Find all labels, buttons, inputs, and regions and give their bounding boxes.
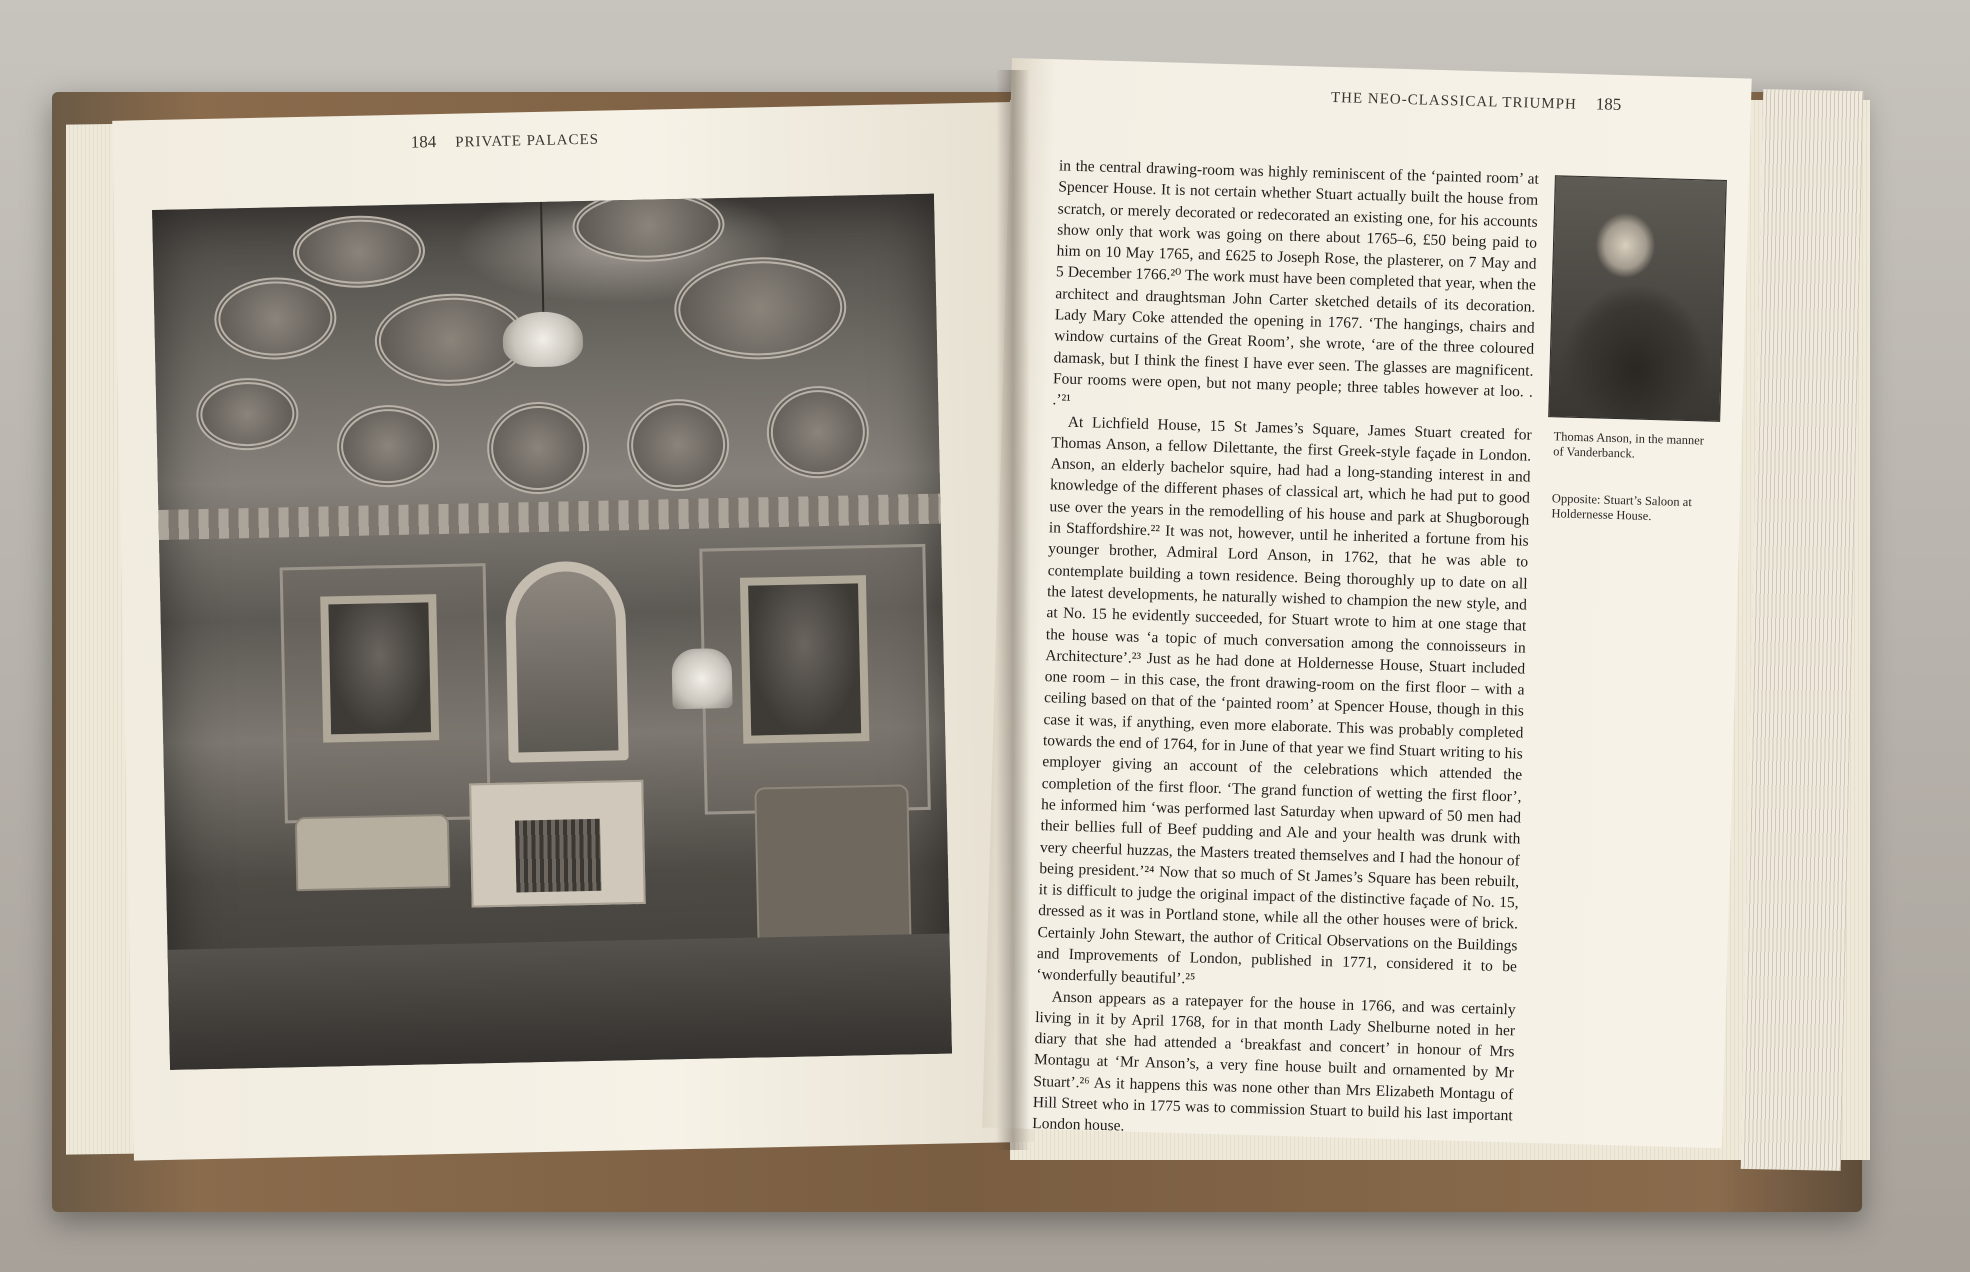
paragraph: At Lichfield House, 15 St James’s Square, James Stuart created for Thomas Anson, a fellow Dilettante, the first Greek-style façade in London. Anson, an elderly bachelor squire, had had a long-standing interest in and knowledge of the different phases of classical art, which he had put to good use over the years in the remodelling of his house and park at Shugborough in Staffordshire.²² It was not, however, until he inherited a fortune from his younger brother, Admiral Lord Anson, in 1762, that he was able to contemplate building a town residence. Being thoroughly up to date on all the latest developments, he naturally wished to champion the new style, and at No. 15 he evidently succeeded, for Stuart wrote to him at one stage that the house was ‘a topic of much conversation among the connoisseurs in Architecture’.²³ Just as he had done at Holdernesse House, Stuart included one room – in this case, the front drawing-room on the first floor – with a ceiling based on that of the ‘painted room’ at Spencer House, though in this case it was, if anything, even more elaborate. This was probably completed towards the end of 1764, for in June of that year we find Stuart writing to his employer giving an account of the celebrations which attended the completion of the first floor. ‘The grand function of wetting the first floor’, he informed him ‘was performed last Saturday when upward of 50 men had their bellies full of Beef pudding and Ale and your health was drunk with very cheerful huzzas, the Masters treated themselves and I had the honour of being president.’²⁴ Now that so much of St James’s Square has been rebuilt, it is difficult to judge the original impact of the distinctive façade of No. 15, dressed as it was in Portland stone, while all the other houses were of brick. Certainly John Stewart, the author of Critical Observations on the Buildings and Improvements of London, published in 1771, considered it to be ‘wonderfully beautiful’.²⁵ <box>1036 413 1532 988</box>
paragraph: Anson appears as a ratepayer for the house in 1766, and was certainly living in it by April 1768, for in that month Lady Shelburne noted in her diary that she had attended a ‘breakfast and concert’ in honour of Mrs Montagu at ‘Mr Anson’s, a very fine house built and ornamented by Mr Stuart’.²⁶ As it happens this was none other than Mrs Elizabeth Montagu of Hill Street who in 1775 was to commission Stuart to build his last important London house. <box>1032 988 1516 1135</box>
opposite-caption: Opposite: Stuart’s Saloon at Holdernesse House. <box>1551 491 1692 524</box>
ceiling-medallion <box>486 401 590 495</box>
portrait-caption: Thomas Anson, in the manner of Vanderbanck. <box>1553 429 1705 461</box>
gilt-mirror <box>505 560 629 762</box>
ceiling-lamp <box>502 311 583 368</box>
portrait-painting <box>320 594 439 742</box>
left-running-title: PRIVATE PALACES <box>455 131 600 151</box>
ceiling-medallion <box>336 404 440 488</box>
fire-grate <box>514 819 600 893</box>
book-gutter <box>996 70 1030 1150</box>
paragraph: in the central drawing-room was highly reminiscent of the ‘painted room’ at Spencer House. It is not certain whether Stuart actually built the house from scratch, or merely decorated or redecorated an existing one, for his accounts show only that work was going on there about 1765–6, £50 being paid to him on 10 May 1765, and £625 to Joseph Rose, the plasterer, on 7 May and 5 December 1766.²⁰ The work must have been completed that year, when the architect and draughtsman John Carter sketched details of its decoration. Lady Mary Coke attended the opening in 1767. ‘The hangings, chairs and window curtains of the Great Room’, she wrote, ‘are of the three coloured damask, but I think the finest I have ever seen. The glasses are magnificent. Four rooms were open, but not many people; three tables however at loo. . .’²¹ <box>1052 157 1540 410</box>
carpeted-floor <box>168 933 952 1069</box>
ceiling-medallion <box>196 377 299 451</box>
body-text <box>1032 155 1539 1148</box>
right-running-title: THE NEO-CLASSICAL TRIUMPH <box>1330 89 1577 113</box>
ceiling-medallion <box>673 256 847 362</box>
right-page <box>982 58 1752 1148</box>
saloon-photograph <box>152 194 952 1070</box>
armchair <box>754 784 911 941</box>
portrait-painting <box>740 575 869 744</box>
ceiling-medallion <box>292 214 425 289</box>
ceiling-medallion <box>766 385 870 479</box>
right-page-number: 185 <box>1595 94 1622 115</box>
floor-lamp-shade <box>671 648 732 709</box>
thomas-anson-portrait <box>1548 175 1727 422</box>
settee <box>295 814 451 891</box>
left-page-number: 184 <box>410 132 437 152</box>
left-running-head <box>411 129 600 153</box>
ceiling-medallion <box>626 398 730 492</box>
right-running-head <box>1331 87 1622 115</box>
fireplace <box>469 780 646 908</box>
ceiling-medallion <box>572 194 725 264</box>
left-page <box>112 102 1034 1161</box>
ceiling-medallion <box>214 276 338 361</box>
